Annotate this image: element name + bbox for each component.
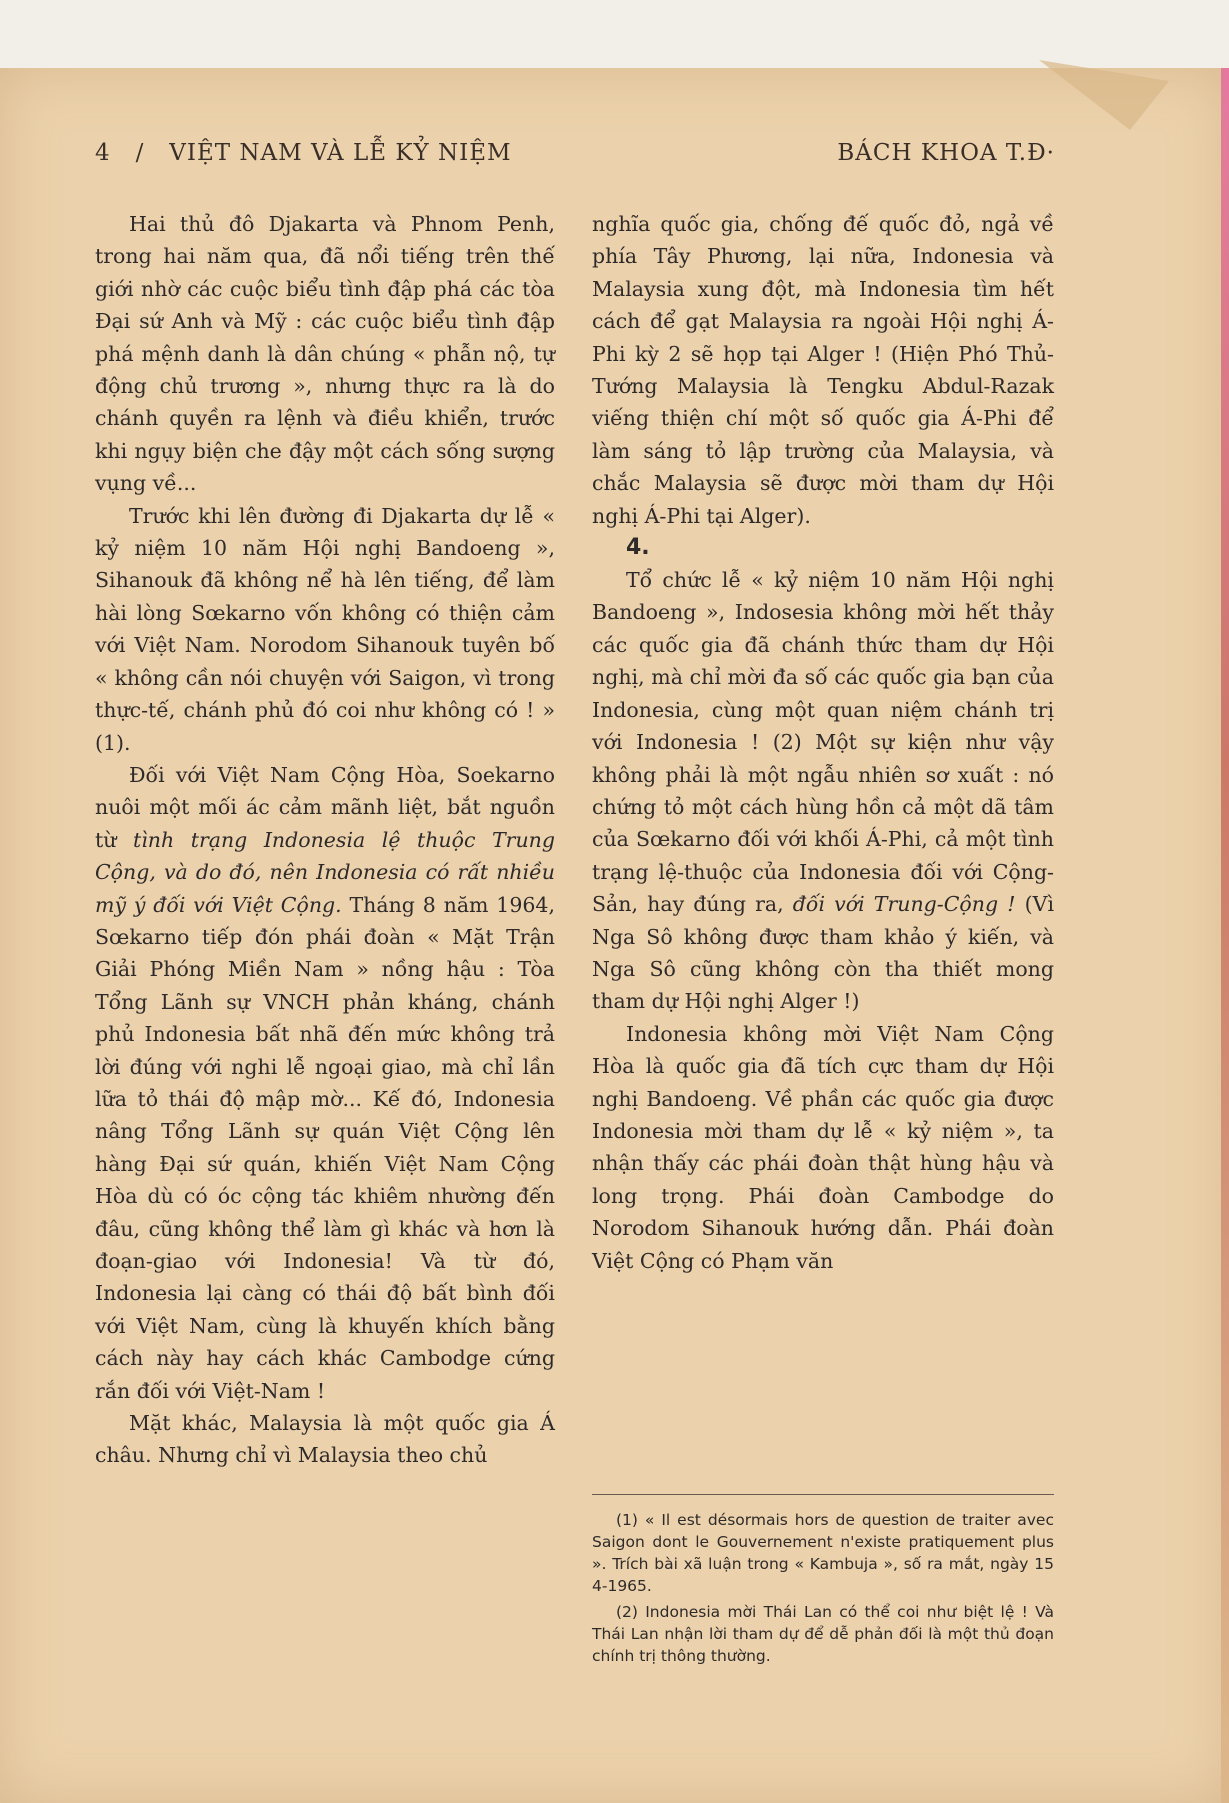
paragraph-text: Tháng 8 năm 1964, Sœkarno tiếp đón phái đoàn « Mặt Trận Giải Phóng Miền Nam » nồng hậu : Tòa Tổng Lãnh sự VNCH phản kháng, chánh phủ Indonesia bất nhã đến mức không trả lời đúng với nghi lễ ngoại giao, mà chỉ lần lữa tỏ thái độ mập mờ... Kế đó, Indonesia nâng Tổng Lãnh sự quán Việt Cộng lên hàng Đại sứ quán, khiến Việt Nam Cộng Hòa dù có óc cộng tác khiêm nhường đến đâu, cũng không thể làm gì khác và hơn là đoạn-giao với Indonesia! Và từ đó, Indonesia lại càng có thái độ bất bình đối với Việt Nam, cùng là khuyến khích bằng cách này hay cách khác Cambodge cứng rắn đối với Việt-Nam ! <box>95 892 555 1403</box>
left-column <box>95 208 555 1472</box>
publication-name: BÁCH KHOA T.Đ· <box>837 140 1055 166</box>
section-number: 4. <box>626 535 650 561</box>
footnote: (1) « Il est désormais hors de question de traiter avec Saigon dont le Gouvernement n'existe pratiquement plus ». Trích bài xã luận trong « Kambuja », số ra mắt, ngày 15 4-1965. <box>592 1511 1054 1595</box>
header-left <box>95 140 512 166</box>
page-number: 4 <box>95 140 111 166</box>
paragraph: Trước khi lên đường đi Djakarta dự lễ « kỷ niệm 10 năm Hội nghị Bandoeng », Sihanouk đã không nể hà lên tiếng, để làm hài lòng Sœkarno vốn không có thiện cảm với Việt Nam. Norodom Sihanouk tuyên bố « không cần nói chuyện với Saigon, vì trong thực-tế, chánh phủ đó coi như không có ! » (1). <box>95 503 555 755</box>
paragraph-text: Tổ chức lễ « kỷ niệm 10 năm Hội nghị Bandoeng », Indosesia không mời hết thảy các quốc gia đã chánh thức tham dự Hội nghị, mà chỉ mời đa số các quốc gia bạn của Indonesia, cùng một quan niệm chánh trị với Indonesia ! (2) Một sự kiện như vậy không phải là một ngẫu nhiên sơ xuất : nó chứng tỏ một cách hùng hồn cả một dã tâm của Sœkarno đối với khối Á-Phi, cả một tình trạng lệ-thuộc của Indonesia đối với Cộng-Sản, hay đúng ra, <box>592 568 1054 917</box>
paragraph-text: Đối với Việt Nam Cộng Hòa, Soekarno nuôi một mối ác cảm mãnh liệt, bắt nguồn từ <box>95 762 555 852</box>
paragraph <box>95 759 555 1407</box>
paragraph: nghĩa quốc gia, chống đế quốc đỏ, ngả về phía Tây Phương, lại nữa, Indonesia và Malaysia xung đột, mà Indonesia tìm hết cách để gạt Malaysia ra ngoài Hội nghị Á-Phi kỳ 2 sẽ họp tại Alger ! (Hiện Phó Thủ-Tướng Malaysia là Tengku Abdul-Razak viếng thiện chí một số quốc gia Á-Phi để làm sáng tỏ lập trường của Malaysia, và chắc Malaysia sẽ được mời tham dự Hội nghị Á-Phi tại Alger). <box>592 212 1054 528</box>
footnote: (2) Indonesia mời Thái Lan có thể coi như biệt lệ ! Và Thái Lan nhận lời tham dự để dễ phản đối là một thủ đoạn chính trị thông thường. <box>592 1603 1054 1665</box>
running-header <box>95 140 1055 180</box>
header-separator: / <box>135 140 145 166</box>
paragraph-emphasis: đối với Trung-Cộng ! <box>792 892 1016 917</box>
right-column <box>592 208 1054 1277</box>
paragraph: Indonesia không mời Việt Nam Cộng Hòa là quốc gia đã tích cực tham dự Hội nghị Bandoeng. Về phần các quốc gia được Indonesia mời tham dự lễ « kỷ niệm », ta nhận thấy các phái đoàn thật hùng hậu và long trọng. Phái đoàn Cambodge do Norodom Sihanouk hướng dẫn. Phái đoàn Việt Cộng có Phạm văn <box>592 1021 1054 1273</box>
footnotes <box>592 1494 1054 1671</box>
paragraph: Mặt khác, Malaysia là một quốc gia Á châu. Nhưng chỉ vì Malaysia theo chủ <box>95 1411 555 1468</box>
paragraph <box>592 564 1054 1018</box>
section-title: VIỆT NAM VÀ LỄ KỶ NIỆM <box>169 140 512 166</box>
paragraph-text: (Vì Nga Sô không được tham khảo ý kiến, và Nga Sô cũng không còn tha thiết mong tham dự Hội nghị Alger !) <box>592 892 1054 1014</box>
paragraph: Hai thủ đô Djakarta và Phnom Penh, trong hai năm qua, đã nổi tiếng trên thế giới nhờ các cuộc biểu tình đập phá các tòa Đại sứ Anh và Mỹ : các cuộc biểu tình đập phá mệnh danh là dân chúng « phẫn nộ, tự động chủ trương », nhưng thực ra là do chánh quyền ra lệnh và điều khiển, trước khi ngụy biện che đậy một cách sống sượng vụng về... <box>95 212 555 496</box>
page-edge-stain <box>1221 68 1229 1803</box>
paragraph-emphasis: tình trạng Indonesia lệ thuộc Trung Cộng, và do đó, nên Indonesia có rất nhiều mỹ ý đối với Việt Cộng. <box>95 827 555 917</box>
